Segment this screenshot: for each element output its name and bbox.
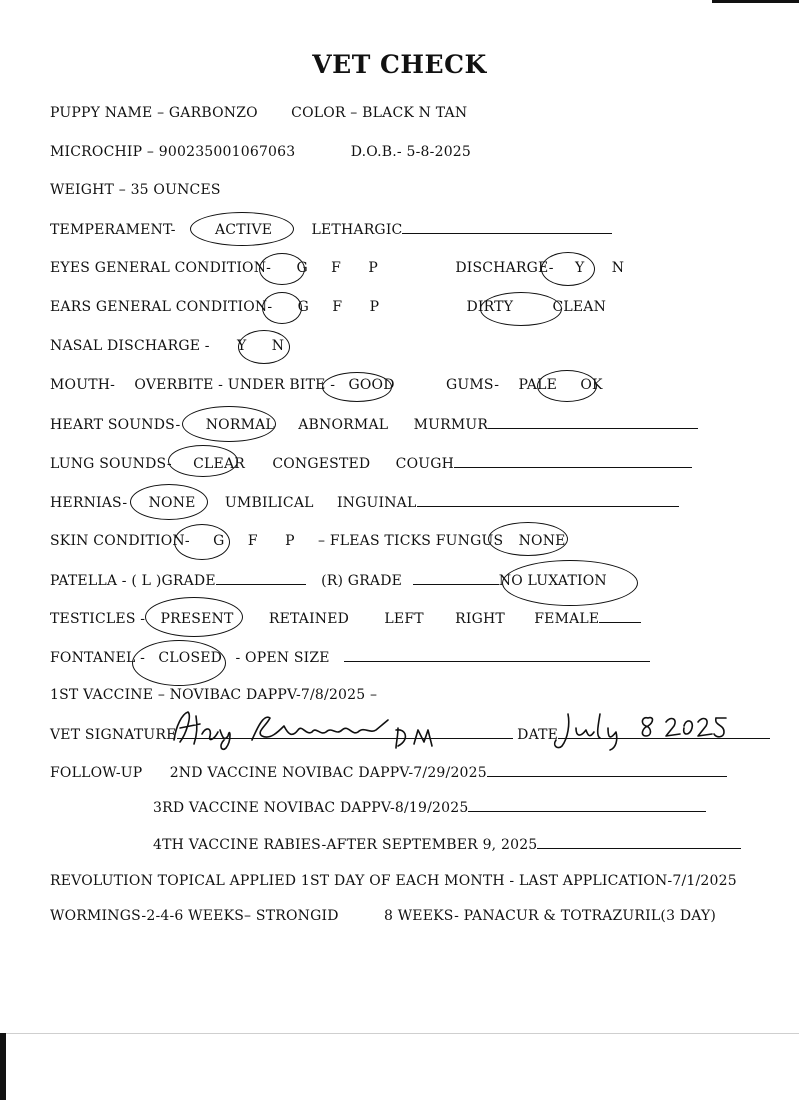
followup-vaccine-3: 3RD VACCINE NOVIBAC DAPPV-8/19/2025 xyxy=(153,800,469,816)
followup-label: FOLLOW-UP xyxy=(50,765,143,781)
row-temperament xyxy=(50,219,612,240)
hernias-blank xyxy=(417,492,679,507)
followup-3-blank xyxy=(468,797,706,812)
hernias-none: NONE xyxy=(148,495,196,511)
followup-vaccine-2: 2ND VACCINE NOVIBAC DAPPV-7/29/2025 xyxy=(169,765,487,781)
fontanel-blank xyxy=(344,647,650,662)
wormings-schedule: WORMINGS-2-4-6 WEEKS– STRONGID xyxy=(50,908,339,924)
row-lung xyxy=(50,453,692,474)
skin-g: G xyxy=(213,533,225,549)
lung-congested: CONGESTED xyxy=(272,456,371,472)
skin-p: P xyxy=(285,533,295,549)
lung-clear: CLEAR xyxy=(193,456,245,472)
lung-cough: COUGH xyxy=(395,456,455,472)
date-handwriting xyxy=(548,708,728,752)
row-weight xyxy=(50,180,221,200)
ears-f: F xyxy=(332,299,343,315)
color-field: COLOR – BLACK N TAN xyxy=(291,105,468,121)
hernias-umbilical: UMBILICAL xyxy=(224,495,314,511)
row-followup-2 xyxy=(50,762,727,783)
heart-normal: NORMAL xyxy=(205,417,275,433)
row-hernias xyxy=(50,492,679,513)
signature-handwriting xyxy=(166,706,436,752)
temperament-blank xyxy=(402,219,612,234)
lung-blank xyxy=(454,453,692,468)
row-nasal xyxy=(50,336,284,356)
testicles-blank xyxy=(599,608,641,623)
fontanel-closed: CLOSED xyxy=(158,650,223,666)
patella-right-label: (R) GRADE xyxy=(321,573,403,589)
mouth-label: MOUTH- xyxy=(50,377,116,393)
testicles-right: RIGHT xyxy=(455,611,505,627)
temperament-active: ACTIVE xyxy=(214,222,273,238)
dob-field: D.O.B.- 5-8-2025 xyxy=(350,144,472,160)
eyes-p: P xyxy=(368,260,378,276)
heart-blank xyxy=(488,414,698,429)
followup-vaccine-4: 4TH VACCINE RABIES-AFTER SEPTEMBER 9, 2025 xyxy=(153,837,538,853)
eyes-g: G xyxy=(296,260,308,276)
ears-label: EARS GENERAL CONDITION- xyxy=(50,299,273,315)
nasal-label: NASAL DISCHARGE - xyxy=(50,338,210,354)
eyes-discharge-n: N xyxy=(611,260,625,276)
row-ears xyxy=(50,297,606,317)
mouth-overbite: OVERBITE - UNDER BITE - xyxy=(134,377,336,393)
skin-f: F xyxy=(247,533,258,549)
testicles-label: TESTICLES - xyxy=(50,611,146,627)
nasal-n: N xyxy=(271,338,285,354)
row-fontanel xyxy=(50,647,650,668)
lung-label: LUNG SOUNDS- xyxy=(50,456,172,472)
temperament-lethargic: LETHARGIC xyxy=(311,222,403,238)
row-followup-4 xyxy=(153,834,741,855)
skin-fleas-ticks-fungus: – FLEAS TICKS FUNGUS xyxy=(318,533,504,549)
ears-p: P xyxy=(369,299,380,315)
gums-label: GUMS- xyxy=(445,377,500,393)
testicles-present: PRESENT xyxy=(160,611,234,627)
row-vaccine-1 xyxy=(50,685,377,705)
hernias-label: HERNIAS- xyxy=(50,495,128,511)
followup-2-blank xyxy=(487,762,727,777)
fontanel-label: FONTANEL - xyxy=(50,650,146,666)
patella-left-label: PATELLA - ( L )GRADE xyxy=(50,573,216,589)
row-microchip xyxy=(50,142,471,162)
row-wormings xyxy=(50,906,716,926)
row-mouth xyxy=(50,375,603,395)
eyes-discharge-y: Y xyxy=(574,260,585,276)
ears-g: G xyxy=(297,299,310,315)
skin-none: NONE xyxy=(518,533,566,549)
scan-edge-left xyxy=(0,1033,6,1100)
eyes-label: EYES GENERAL CONDITION- xyxy=(50,260,272,276)
weight-field: WEIGHT – 35 OUNCES xyxy=(50,182,221,198)
gums-pale: PALE xyxy=(518,377,557,393)
patella-left-blank xyxy=(216,570,306,585)
testicles-left: LEFT xyxy=(384,611,424,627)
eyes-f: F xyxy=(331,260,342,276)
wormings-8-weeks: 8 WEEKS- PANACUR & TOTRAZURIL(3 DAY) xyxy=(383,908,717,924)
heart-abnormal: ABNORMAL xyxy=(298,417,389,433)
heart-label: HEART SOUNDS- xyxy=(50,417,181,433)
testicles-retained: RETAINED xyxy=(268,611,350,627)
row-skin xyxy=(50,531,566,551)
vaccine-1: 1ST VACCINE – NOVIBAC DAPPV-7/8/2025 – xyxy=(50,687,378,703)
row-heart xyxy=(50,414,698,435)
mouth-good: GOOD xyxy=(348,377,395,393)
row-eyes xyxy=(50,258,624,278)
fontanel-open-size: - OPEN SIZE xyxy=(235,650,330,666)
revolution-note: REVOLUTION TOPICAL APPLIED 1ST DAY OF EACH MONTH - LAST APPLICATION-7/1/2025 xyxy=(50,873,737,889)
eyes-discharge-label: DISCHARGE- xyxy=(455,260,554,276)
row-testicles xyxy=(50,608,641,629)
signature-label: VET SIGNATURE xyxy=(50,727,177,743)
row-followup-3 xyxy=(153,797,706,818)
row-patella xyxy=(50,570,607,591)
form-title: VET CHECK xyxy=(312,50,487,79)
puppy-name-field: PUPPY NAME – GARBONZO xyxy=(50,105,258,121)
ears-clean: CLEAN xyxy=(552,299,607,315)
ears-dirty: DIRTY xyxy=(466,299,514,315)
row-puppy-name xyxy=(50,103,467,123)
hernias-inguinal: INGUINAL xyxy=(336,495,417,511)
followup-4-blank xyxy=(537,834,741,849)
scan-page-edge xyxy=(6,1033,799,1034)
row-revolution xyxy=(50,871,737,891)
microchip-field: MICROCHIP – 900235001067063 xyxy=(50,144,296,160)
patella-right-blank xyxy=(413,570,499,585)
nasal-y: Y xyxy=(237,338,247,354)
heart-murmur: MURMUR xyxy=(413,417,489,433)
gums-ok: OK xyxy=(580,377,603,393)
scan-edge-top xyxy=(712,0,799,3)
skin-label: SKIN CONDITION- xyxy=(50,533,190,549)
testicles-female: FEMALE xyxy=(534,611,600,627)
patella-value: NO LUXATION xyxy=(498,573,607,589)
temperament-label: TEMPERAMENT- xyxy=(50,222,176,238)
date-label: DATE xyxy=(517,727,559,743)
